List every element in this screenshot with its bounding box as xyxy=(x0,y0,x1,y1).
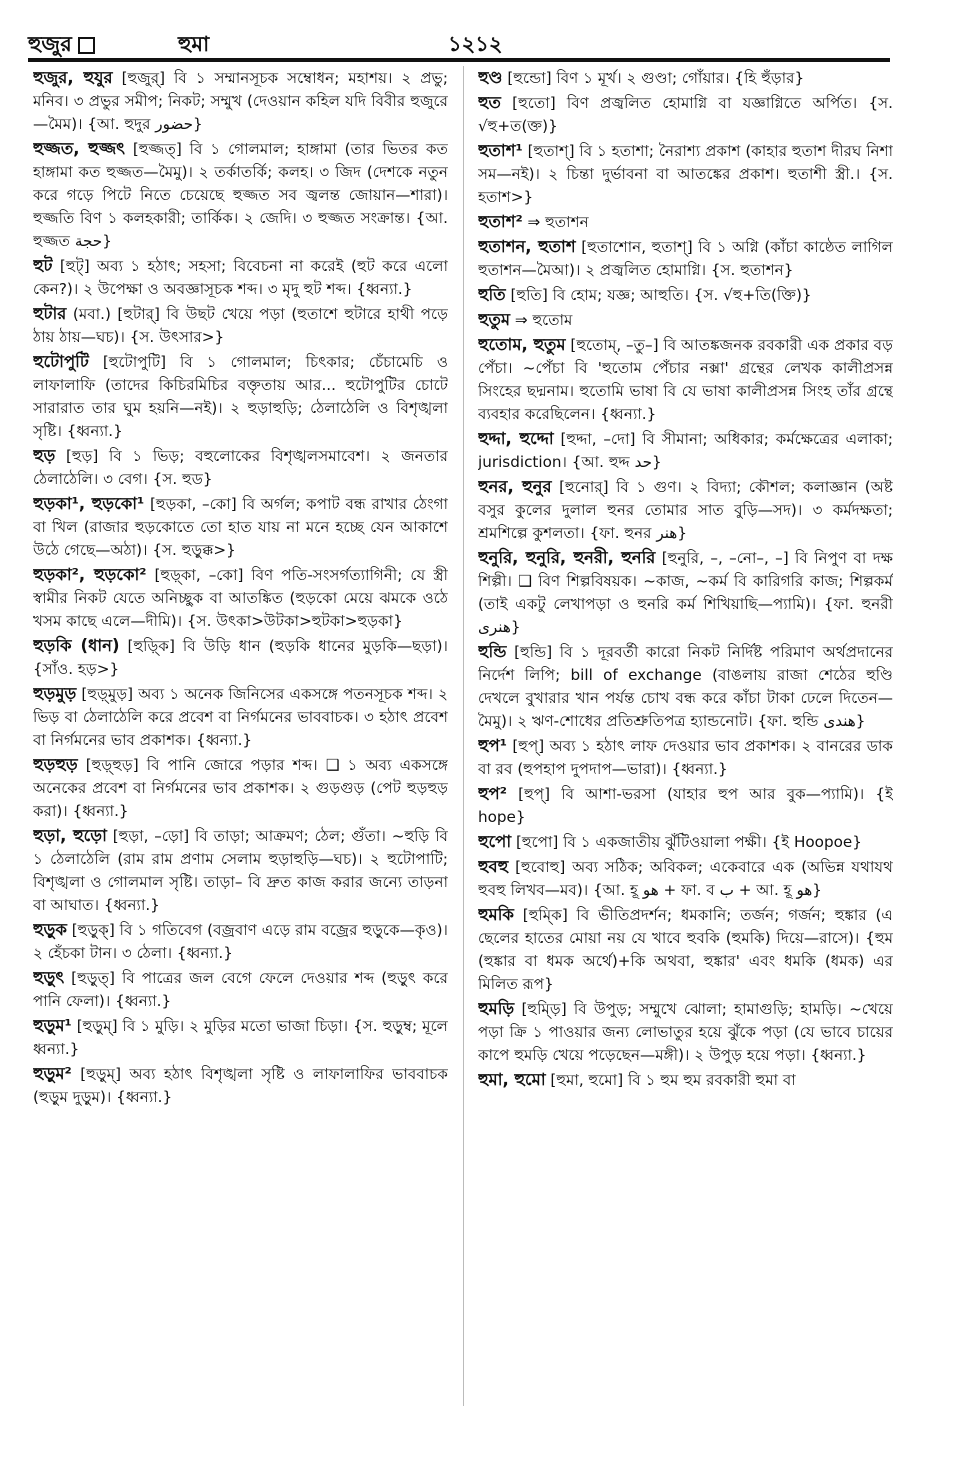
entry-definition: [হুম্ড়ি] বি উপুড়; সম্মুখে ঝোলা; হামাগুড়ি; হামড়ি। ~খেয়ে পড়া ক্রি ১ পাওয়ার জন্য লোভাতুর হয়ে ঝুঁকে পড়া (যে ভাবে চায়ের কাপে হুমড়ি খেয়ে পড়েছেন—মঙ্গী)। ২ উপুড় হয়ে পড়া। {ধ্বন্যা.} xyxy=(478,1000,893,1064)
dictionary-entry xyxy=(33,1062,448,1109)
entry-definition: [হুট্] অব্য ১ হঠাৎ; সহসা; বিবেচনা না করেই (হুট করে এলো কেন?)। ২ উপেক্ষা ও অবজ্ঞাসূচক শব্দ। ৩ মৃদু হুট শব্দ। {ধ্বন্যা.} xyxy=(33,257,448,298)
entry-headword: হুড়হুড় xyxy=(33,755,78,774)
entry-headword: হুবহু xyxy=(478,857,509,876)
entry-definition: [হুড়্কি] বি উড়ি ধান (হুড়কি ধানের মুড়কি—ছড়া)। {সাঁও. হড়>} xyxy=(33,637,448,678)
guide-word-first: হুজুর xyxy=(28,28,101,63)
column-divider xyxy=(463,66,464,1406)
entry-headword: হুতি xyxy=(478,285,506,304)
entry-definition: [হুবোহু] অব্য সঠিক; অবিকল; একেবারে এক (অভিন্ন যথাযথ হুবহু লিখব—মব)। {আ. হূ هو + ফা. ব ب + আ. হূ هو} xyxy=(478,858,893,899)
entry-headword: হুড়ুম¹ xyxy=(33,1016,72,1035)
entry-definition: [হুড়ুত্] বি পাত্রের জল বেগে ফেলে দেওয়ার শব্দ (হুড়ুৎ করে পানি ফেলা)। {ধ্বন্যা.} xyxy=(33,969,448,1010)
dictionary-entry xyxy=(478,66,893,90)
entry-headword: হুনুরি, হুনুরি, হুনরী, হুনরি xyxy=(478,548,656,567)
dictionary-entry xyxy=(33,444,448,491)
entry-headword: হুজ্জত, হুজ্জৎ xyxy=(33,139,125,158)
entry-headword: হুড়কা¹, হুড়কো¹ xyxy=(33,494,145,513)
dictionary-entry xyxy=(478,546,893,639)
entry-definition: [হুতোম্, –তু–] বি আতঙ্কজনক রবকারী এক প্রকার বড় পেঁচা। ~পেঁচা বি 'হুতোম পেঁচার নক্সা' গ্রন্থের লেখক কালীপ্রসন্ন সিংহের ছদ্মনাম। হুতোমি ভাষা বি যে ভাষা কালীপ্রসন্ন সিংহ তাঁর গ্রন্থে ব্যবহার করেছিলেন। {ধ্বন্যা.} xyxy=(478,336,893,423)
dictionary-entry xyxy=(478,1068,893,1092)
right-column xyxy=(478,66,893,1401)
dictionary-entry xyxy=(33,966,448,1013)
dictionary-entry xyxy=(33,753,448,823)
entry-headword: হুদ্দা, হুদ্দো xyxy=(478,429,554,448)
entry-headword: হুপ² xyxy=(478,784,507,803)
entry-headword: হুড়া, হুড়ো xyxy=(33,826,107,845)
dictionary-entry xyxy=(478,283,893,307)
entry-headword: হুমড়ি xyxy=(478,999,515,1018)
entry-definition: [হুম্কি] বি ভীতিপ্রদর্শন; ধমকানি; তর্জন; গর্জন; হুঙ্কার (এ ছেলের হাতের মোয়া নয় যে খাবে হুবকি (হুমকি) দিয়ে—রাসে)। {হুম (হুঙ্কার বা ধমক অর্থে)+কি অথবা, হুঙ্কার' এবং ধমকি (ধমক) এর মিলিত রূপ} xyxy=(478,906,893,993)
entry-definition: [হুটোপুটি] বি ১ গোলমাল; চিৎকার; চেঁচামেচি ও লাফালাফি (তাদের কিচিরমিচির বক্তৃতায় আর... হুটোপুটির চোটে সারারাত তার ঘুম হয়নি—নই)। ২ হুড়াহুড়ি; ঠেলাঠেলি ও বিশৃঙ্খলা সৃষ্টি। {ধ্বন্যা.} xyxy=(33,353,448,440)
dictionary-entry xyxy=(33,1014,448,1061)
dictionary-entry xyxy=(478,308,893,332)
entry-definition: [হুড়ুক্] বি ১ গতিবেগ (বজ্রবাণ এড়ে রাম বজ্রের হুড়ুকে—কৃও)। ২ হেঁচকা টান। ৩ ঠেলা। {ধ্বন্যা.} xyxy=(33,921,448,962)
entry-headword: হুটার xyxy=(33,304,67,323)
entry-headword: হুড়ুম² xyxy=(33,1064,72,1083)
entry-definition: [হুড়] বি ১ ভিড়; বহুলোকের বিশৃঙ্খলসমাবেশ। ২ জনতার ঠেলাঠেলি। ৩ বেগ। {স. হুড} xyxy=(33,447,448,488)
entry-headword: হুপো xyxy=(478,832,512,851)
entry-definition: [হুড়্হুড়] বি পানি জোরে পড়ার শব্দ। ❑ ১ অব্য একসঙ্গে অনেকের প্রবেশ বা নির্গমনের ভাব প্রকাশক। ২ গুড়গুড় (পেট হুড়হুড় করা)। {ধ্বন্যা.} xyxy=(33,756,448,820)
guide-word-last: হুমা xyxy=(178,32,210,56)
dictionary-entry xyxy=(478,235,893,282)
entry-definition: [হুতি] বি হোম; যজ্ঞ; আহুতি। {স. √হু+তি(ক্তি)} xyxy=(505,286,812,304)
dictionary-entry xyxy=(478,903,893,996)
entry-headword: হুড়ুৎ xyxy=(33,968,65,987)
entry-definition: [হুদ্দা, –দো] বি সীমানা; অধিকার; কর্মক্ষেত্রের এলাকা; jurisdiction। {আ. হুদ্দ حد} xyxy=(478,430,893,471)
entry-headword: হুমকি xyxy=(478,905,514,924)
dictionary-entry xyxy=(33,824,448,917)
entry-definition: [হুড়কা, –কো] বি অর্গল; কপাট বন্ধ রাখার ঠেংগা বা খিল (রাজার হুড়কোতে তো হাত যায় না মনে হচ্ছে যেন আকাশে উঠে গেছে—অঠা)। {স. হুড়ুক্ক>} xyxy=(33,495,448,559)
dictionary-entry xyxy=(33,66,448,136)
dictionary-entry xyxy=(33,918,448,965)
entry-definition: [হুপ্] অব্য ১ হঠাৎ লাফ দেওয়ার ভাব প্রকাশক। ২ বানরের ডাক বা রব (হুপহাপ দুপদাপ—ভারা)। {ধ্বন্যা.} xyxy=(478,737,893,778)
entry-headword: হুত xyxy=(478,93,501,112)
dictionary-entry xyxy=(33,682,448,752)
entry-headword: হুতোম, হুতুম xyxy=(478,335,566,354)
entry-definition: ⇒ হুতোম xyxy=(510,311,573,329)
dictionary-entry xyxy=(478,830,893,854)
separator-box-icon xyxy=(78,37,95,54)
entry-definition: [হুনোর্] বি ১ গুণ। ২ বিদ্যা; কৌশল; কলাজ্ঞান (অষ্ট বসুর কুলের দুলাল হুনর তোমার সাত বুড়ি—সদ)। ৩ কর্মদক্ষতা; শ্রমশিল্পে কুশলতা। {ফা. হুনর هنر} xyxy=(478,478,893,542)
entry-headword: হুড় xyxy=(33,446,56,465)
entry-headword: হুতাশন, হুতাশ xyxy=(478,237,576,256)
left-column xyxy=(33,66,448,1401)
entry-definition: [হুন্ডো] বিণ ১ মূর্খ। ২ গুণ্ডা; গোঁয়ার। {হি হুঁড়ার} xyxy=(502,69,805,87)
entry-headword: হুপ¹ xyxy=(478,736,507,755)
entry-headword: হুতাশ¹ xyxy=(478,141,523,160)
entry-headword: হুট xyxy=(33,256,53,275)
entry-headword: হুণ্ড xyxy=(478,68,503,87)
dictionary-entry xyxy=(478,427,893,474)
entry-definition: [হুজুর্] বি ১ সম্মানসূচক সম্বোধন; মহাশয়। ২ প্রভু; মনিব। ৩ প্রভুর সমীপ; নিকট; সম্মুখ (দেওয়ান কহিল যদি বিবীর হুজুরে—মৈম)। {আ. হুদুর حضور} xyxy=(33,69,448,133)
entry-headword: হুমা, হুমো xyxy=(478,1070,546,1089)
dictionary-entry xyxy=(478,139,893,209)
entry-headword: হুড়ুক xyxy=(33,920,67,939)
entry-definition: [হুতো] বিণ প্রজ্বলিত হোমাগ্নি বা যজ্ঞাগ্নিতে অর্পিত। {স. √হু+ত(ক্ত)} xyxy=(478,94,893,135)
dictionary-entry xyxy=(478,782,893,829)
entry-definition: ⇒ হুতাশন xyxy=(522,213,589,231)
entry-definition: [হুজ্জত্] বি ১ গোলমাল; হাঙ্গামা (তার ভিতর কত হাঙ্গামা কত হুজ্জত—মৈমু)। ২ তর্কাতর্কি; কলহ। ৩ জিদ (দেশকে নতুন করে গড়ে পিটে নিতে চেয়েছে হুজ্জত সব জ্বলন্ত জোয়ান—শারা)। হুজ্জতি বিণ ১ কলহকারী; তার্কিক। ২ জেদি। ৩ হুজ্জত সংক্রান্ত। {আ. হুজ্জত حجة} xyxy=(33,140,448,250)
entry-headword: হুড়মুড় xyxy=(33,684,77,703)
entry-definition: [হুড়্মুড়] অব্য ১ অনেক জিনিসের একসঙ্গে পতনসূচক শব্দ। ২ ভিড় বা ঠেলাঠেলি করে প্রবেশ বা নির্গমনের ভাববাচক। ৩ হঠাৎ প্রবেশ বা নির্গমনের ভাব প্রকাশক। {ধ্বন্যা.} xyxy=(33,685,448,749)
entry-definition: [হুড়া, –ড়ো] বি তাড়া; আক্রমণ; ঠেল; গুঁতা। ~হুড়ি বি ১ ঠেলাঠেলি (রাম রাম প্রণাম সেলাম হুড়াহুড়ি—ঘচ)। ২ হুটোপাটি; বিশৃঙ্খলা ও গোলমাল সৃষ্টি। তাড়া– বি দ্রুত কাজ করার জন্যে তাড়না বা আঘাত। {ধ্বন্যা.} xyxy=(33,827,448,914)
dictionary-entry xyxy=(478,997,893,1067)
entry-headword: হুন্ডি xyxy=(478,642,507,661)
entry-definition: [হুড়ুম্] অব্য হঠাৎ বিশৃঙ্খলা সৃষ্টি ও লাফালাফির ভাববাচক (হুড়ুম দুড়ুম)। {ধ্বন্যা.} xyxy=(33,1065,448,1106)
dictionary-entry xyxy=(33,254,448,301)
entry-headword: হুজুর, হুযুর xyxy=(33,68,113,87)
page-number: ১২১২ xyxy=(448,32,503,56)
dictionary-entry xyxy=(33,350,448,443)
dictionary-entry xyxy=(478,91,893,138)
entry-definition: [হুমা, হুমো] বি ১ হুম হুম রবকারী হুমা বা xyxy=(545,1071,796,1089)
entry-definition: [হুতাশোন, হুতাশ্] বি ১ অগ্নি (কাঁচা কাষ্ঠেত লাগিল হুতাশন—মৈআ)। ২ প্রজ্বলিত হোমাগ্নি। {স. হুতাশন} xyxy=(478,238,893,279)
dictionary-entry xyxy=(33,137,448,253)
entry-headword: হুনর, হুনুর xyxy=(478,477,552,496)
dictionary-entry xyxy=(478,734,893,781)
dictionary-entry xyxy=(33,634,448,681)
header-rule xyxy=(28,58,890,62)
entry-headword: হুড়কি (ধান) xyxy=(33,636,120,655)
dictionary-entry xyxy=(478,640,893,733)
entry-definition: [হুড়ুম্] বি ১ মুড়ি। ২ মুড়ির মতো ভাজা চিড়া। {স. হুড়ুম্ব; মূলে ধ্বন্যা.} xyxy=(33,1017,448,1058)
entry-definition: [হুতাশ্] বি ১ হতাশা; নৈরাশ্য প্রকাশ (কাহার হুতাশ দীরঘ নিশা সম—নই)। ২ চিন্তা দুর্ভাবনা বা আতঙ্কের প্রকাশ। হুতাশী স্ত্রী.। {স. হতাশ>} xyxy=(478,142,893,206)
dictionary-entry xyxy=(33,302,448,349)
page-header xyxy=(28,22,928,58)
entry-definition: [হুপো] বি ১ একজাতীয় ঝুঁটিওয়ালা পক্ষী। {ই Hoopoe} xyxy=(511,833,862,851)
entry-headword: হুড়কা², হুড়কো² xyxy=(33,565,147,584)
entry-headword: হুতুম xyxy=(478,310,511,329)
entry-headword: হুতাশ² xyxy=(478,212,523,231)
entry-definition: [হুনুরি, –, –নো–, –] বি নিপুণ বা দক্ষ শিল্পী। ❑ বিণ শিল্পবিষয়ক। ~কাজ, ~কর্ম বি কারিগরি কাজ; শিল্পকর্ম (তাই একটু লেখাপড়া ও হুনরি কর্ম শিখিয়াছি—প্যামি)। {ফা. হুনরী هنری} xyxy=(478,549,893,636)
entry-headword: হুটোপুটি xyxy=(33,352,89,371)
dictionary-entry xyxy=(478,210,893,234)
entry-definition: [হুড়্কা, –কো] বিণ পতি-সংসর্গত্যাগিনী; যে স্ত্রী স্বামীর নিকট যেতে অনিচ্ছুক বা আতঙ্কিত (হুড়কো মেয়ে ঝমকে ওঠে খসম কাছে এলে—দীমি)। {স. উৎকা>উটকা>হুটকা>হুড়কা} xyxy=(33,566,448,630)
dictionary-entry xyxy=(478,855,893,902)
dictionary-entry xyxy=(478,475,893,545)
entry-definition: [হুপ্] বি আশা-ভরসা (যাহার হুপ আর বুক—প্যামি)। {ই hope} xyxy=(478,785,893,826)
entry-definition: (মবা.) [হুটার্] বি উছট খেয়ে পড়া (হুতাশে হুটারে হাথী পড়ে ঠায় ঠায়—ঘচ)। {স. উৎসার>} xyxy=(33,305,448,346)
dictionary-entry xyxy=(478,333,893,426)
dictionary-entry xyxy=(33,492,448,562)
entry-definition: [হুন্ডি] বি ১ দূরবর্তী কারো নিকট নির্দিষ্ট পরিমাণ অর্থপ্রদানের নির্দেশ লিপি; bill of exchange (বাঙলায় রাজা শেঠের হুণ্ডি দেখলে বুখারার খান পর্যন্ত চোখ বন্ধ করে কাঁচা টাকা ঢেলে দিতেন—মৈমু)। ২ ঋণ-শোধের প্রতিশ্রুতিপত্র হ্যান্ডনোট। {ফা. হুন্ডি هندی} xyxy=(478,643,893,730)
dictionary-entry xyxy=(33,563,448,633)
